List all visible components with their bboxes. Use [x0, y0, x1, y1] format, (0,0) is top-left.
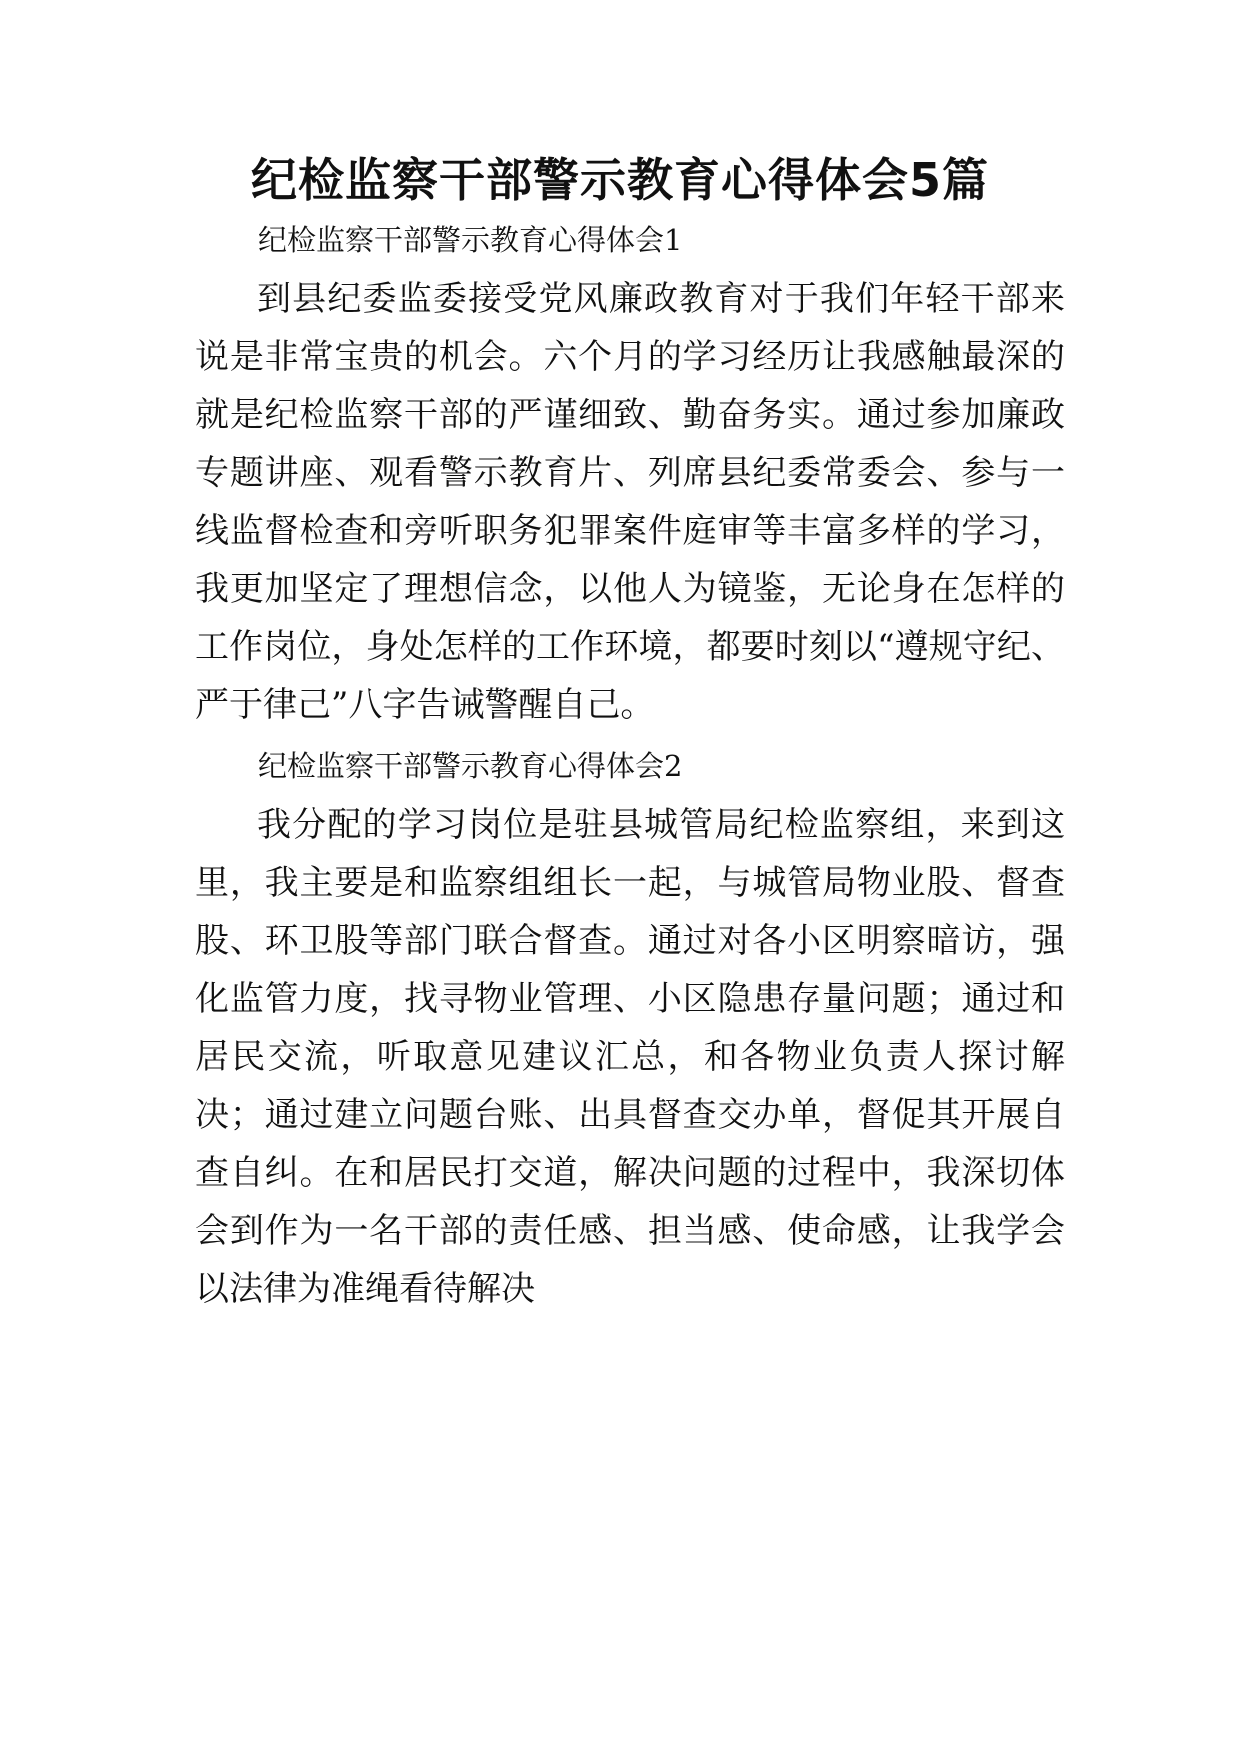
section-heading-1: 纪检监察干部警示教育心得体会1	[258, 223, 683, 257]
document-title: 纪检监察干部警示教育心得体会5篇	[250, 153, 989, 207]
section-paragraph-2: 我分配的学习岗位是驻县城管局纪检监察组，来到这里，我主要是和监察组组长一起，与城管局物业股、督查股、环卫股等部门联合督查。通过对各小区明察暗访，强化监管力度，找寻物业管理、小区隐患存量问题；通过和居民交流，听取意见建议汇总，和各物业负责人探讨解决；通过建立问题台账、出具督查交办单，督促其开展自查自纠。在和居民打交道，解决问题的过程中，我深切体会到作为一名干部的责任感、担当感、使命感，让我学会以法律为准绳看待解决	[195, 805, 1065, 1309]
document-body	[195, 218, 1065, 1318]
section-heading-2: 纪检监察干部警示教育心得体会2	[258, 749, 683, 783]
section-paragraph-1: 到县纪委监委接受党风廉政教育对于我们年轻干部来说是非常宝贵的机会。六个月的学习经历让我感触最深的就是纪检监察干部的严谨细致、勤奋务实。通过参加廉政专题讲座、观看警示教育片、列席县纪委常委会、参与一线监督检查和旁听职务犯罪案件庭审等丰富多样的学习，我更加坚定了理想信念，以他人为镜鉴，无论身在怎样的工作岗位，身处怎样的工作环境，都要时刻以“遵规守纪、严于律己”八字告诫警醒自己。	[195, 279, 1065, 725]
